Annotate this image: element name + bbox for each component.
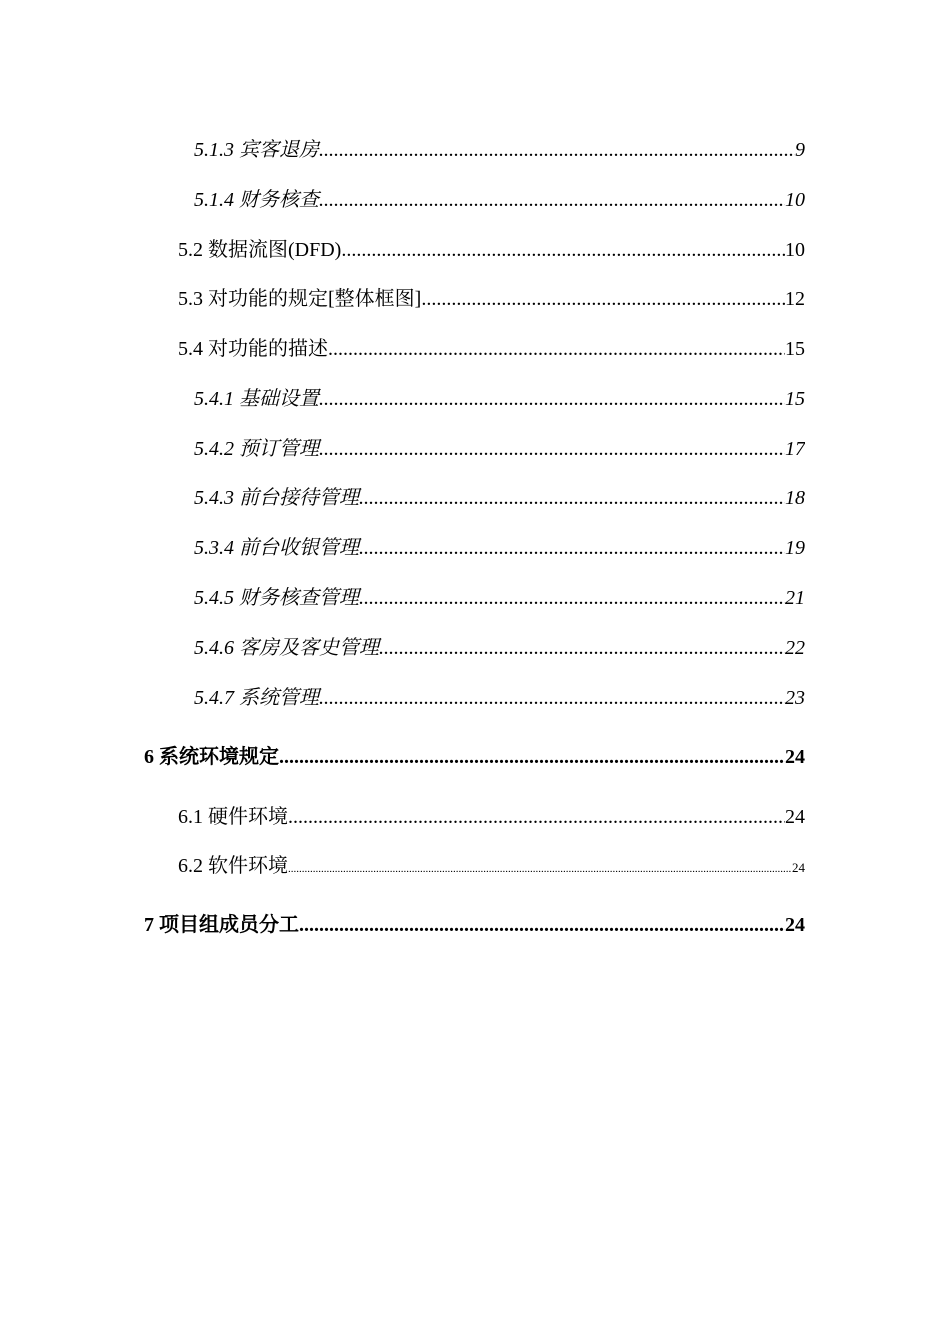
toc-entry-5-1-4[interactable] [194,187,805,213]
toc-entry-6-2[interactable] [178,853,805,882]
toc-page-number: 12 [785,288,805,310]
toc-dot-leader [288,856,792,882]
toc-entry-label: 5.4 对功能的描述 [178,338,328,360]
toc-entry-label: 5.4.1 基础设置 [194,388,319,410]
toc-entry-5-4-3[interactable] [194,485,805,511]
toc-entry-5-4[interactable] [178,336,805,362]
toc-page-number: 19 [785,537,805,559]
toc-entry-label: 5.4.7 系统管理 [194,687,319,709]
toc-dot-leader [359,485,785,511]
toc-page-number: 15 [785,338,805,360]
toc-entry-7[interactable] [144,912,805,938]
toc-page-number: 9 [795,139,805,161]
toc-page-number: 24 [792,860,805,875]
toc-dot-leader [341,237,785,263]
toc-entry-label: 6.2 软件环境 [178,855,288,877]
toc-entry-5-4-2[interactable] [194,436,805,462]
toc-entry-label: 5.3.4 前台收银管理 [194,537,359,559]
toc-entry-label: 7 项目组成员分工 [144,914,299,936]
toc-entry-5-4-1[interactable] [194,386,805,412]
toc-page-number: 23 [785,687,805,709]
toc-page-number: 10 [785,239,805,261]
toc-entry-5-1-3[interactable] [194,137,805,163]
toc-entry-5-3-4[interactable] [194,535,805,561]
toc-dot-leader [299,912,785,938]
toc-page-number: 22 [785,637,805,659]
toc-entry-6[interactable] [144,744,805,770]
toc-entry-label: 6 系统环境规定 [144,746,279,768]
toc-dot-leader [328,336,785,362]
toc-entry-5-2[interactable] [178,237,805,263]
toc-entry-label: 5.4.2 预订管理 [194,438,319,460]
toc-entry-label: 5.1.3 宾客退房 [194,139,319,161]
toc-entry-6-1[interactable] [178,804,805,830]
toc-page-number: 17 [785,438,805,460]
toc-dot-leader [319,386,785,412]
toc-dot-leader [319,187,785,213]
toc-entry-5-4-7[interactable] [194,685,805,711]
toc-page-number: 24 [785,746,805,768]
toc-dot-leader [319,137,795,163]
toc-dot-leader [421,286,785,312]
toc-dot-leader [359,535,785,561]
toc-dot-leader [359,585,785,611]
toc-entry-5-4-6[interactable] [194,635,805,661]
toc-entry-label: 5.3 对功能的规定[整体框图] [178,288,422,310]
toc-dot-leader [279,744,785,770]
toc-dot-leader [319,436,785,462]
toc-page-number: 15 [785,388,805,410]
toc-dot-leader [379,635,785,661]
toc-page-number: 21 [785,587,805,609]
toc-entry-5-3[interactable] [178,286,805,312]
toc-page-number: 18 [785,487,805,509]
toc-entry-label: 5.2 数据流图(DFD) [178,239,342,261]
toc-entry-label: 5.1.4 财务核查 [194,189,319,211]
toc-dot-leader [319,685,785,711]
toc-entry-label: 6.1 硬件环境 [178,806,288,828]
toc-page-number: 24 [785,914,805,936]
toc-page-number: 10 [785,189,805,211]
toc-entry-5-4-5[interactable] [194,585,805,611]
toc-dot-leader [288,804,785,830]
toc-page-number: 24 [785,806,805,828]
toc-entry-label: 5.4.6 客房及客史管理 [194,637,379,659]
toc-entry-label: 5.4.3 前台接待管理 [194,487,359,509]
toc-entry-label: 5.4.5 财务核查管理 [194,587,359,609]
